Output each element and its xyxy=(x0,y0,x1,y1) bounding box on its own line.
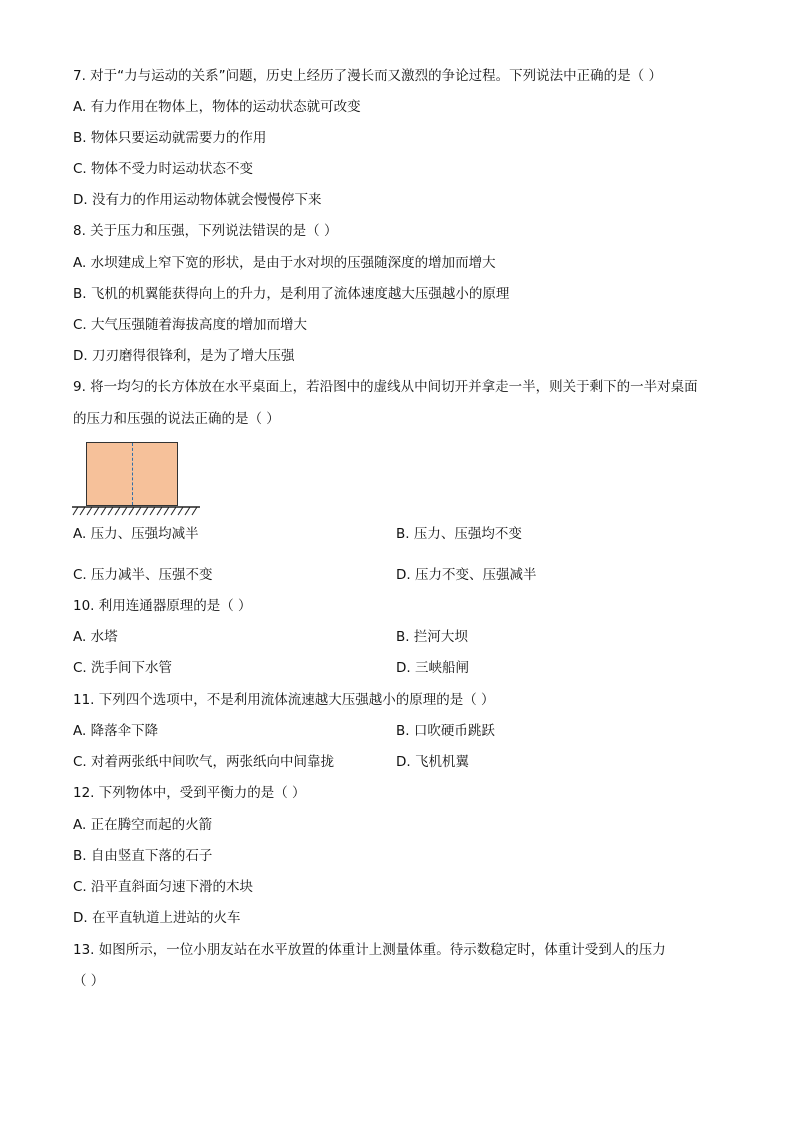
q11-option-c: C. 对着两张纸中间吹气，两张纸向中间靠拢 xyxy=(73,754,335,770)
q7-option-d: D. 没有力的作用运动物体就会慢慢停下来 xyxy=(73,192,322,208)
q8-option-c: C. 大气压强随着海拔高度的增加而增大 xyxy=(73,317,308,333)
q12-option-a: A. 正在腾空而起的火箭 xyxy=(73,817,213,833)
q8-option-a: A. 水坝建成上窄下宽的形状，是由于水对坝的压强随深度的增加而增大 xyxy=(73,255,496,271)
q10-option-c: C. 洗手间下水管 xyxy=(73,660,173,676)
q8-option-b: B. 飞机的机翼能获得向上的升力，是利用了流体速度越大压强越小的原理 xyxy=(73,286,510,302)
q8-stem: 8. 关于压力和压强，下列说法错误的是（ ） xyxy=(73,223,338,239)
q10-stem: 10. 利用连通器原理的是（ ） xyxy=(73,598,252,614)
q10-option-b: B. 拦河大坝 xyxy=(396,629,468,645)
cut-dashed-line xyxy=(132,443,133,505)
q11-option-a: A. 降落伞下降 xyxy=(73,723,159,739)
q13-stem-line1: 13. 如图所示，一位小朋友站在水平放置的体重计上测量体重。待示数稳定时，体重计受到人的压力 xyxy=(73,942,666,958)
q12-stem: 12. 下列物体中，受到平衡力的是（ ） xyxy=(73,785,306,801)
q9-stem-line1: 9. 将一均匀的长方体放在水平桌面上，若沿图中的虚线从中间切开并拿走一半，则关于剩下的一半对桌面 xyxy=(73,379,698,395)
q9-option-d: D. 压力不变、压强减半 xyxy=(396,567,537,583)
q7-option-b: B. 物体只要运动就需要力的作用 xyxy=(73,130,267,146)
q12-option-b: B. 自由竖直下落的石子 xyxy=(73,848,213,864)
q11-option-d: D. 飞机机翼 xyxy=(396,754,469,770)
q13-stem-line2: （ ） xyxy=(73,973,105,989)
q9-block-figure xyxy=(72,438,202,516)
q7-stem: 7. 对于“力与运动的关系”问题，历史上经历了漫长而又激烈的争论过程。下列说法中正确的是（ ） xyxy=(73,68,662,84)
q10-option-d: D. 三峡船闸 xyxy=(396,660,469,676)
q9-stem-line2: 的压力和压强的说法正确的是（ ） xyxy=(73,411,280,427)
q12-option-d: D. 在平直轨道上进站的火车 xyxy=(73,910,241,926)
q7-option-c: C. 物体不受力时运动状态不变 xyxy=(73,161,254,177)
q12-option-c: C. 沿平直斜面匀速下滑的木块 xyxy=(73,879,254,895)
q8-option-d: D. 刀刃磨得很锋利，是为了增大压强 xyxy=(73,348,295,364)
q9-option-b: B. 压力、压强均不变 xyxy=(396,526,522,542)
q9-option-a: A. 压力、压强均减半 xyxy=(73,526,199,542)
q11-stem: 11. 下列四个选项中，不是利用流体流速越大压强越小的原理的是（ ） xyxy=(73,692,495,708)
rectangular-block xyxy=(86,442,178,506)
q11-option-b: B. 口吹硬币跳跃 xyxy=(396,723,495,739)
q10-option-a: A. 水塔 xyxy=(73,629,118,645)
q9-option-c: C. 压力减半、压强不变 xyxy=(73,567,213,583)
table-surface-hatch xyxy=(72,506,200,516)
q7-option-a: A. 有力作用在物体上，物体的运动状态就可改变 xyxy=(73,99,361,115)
